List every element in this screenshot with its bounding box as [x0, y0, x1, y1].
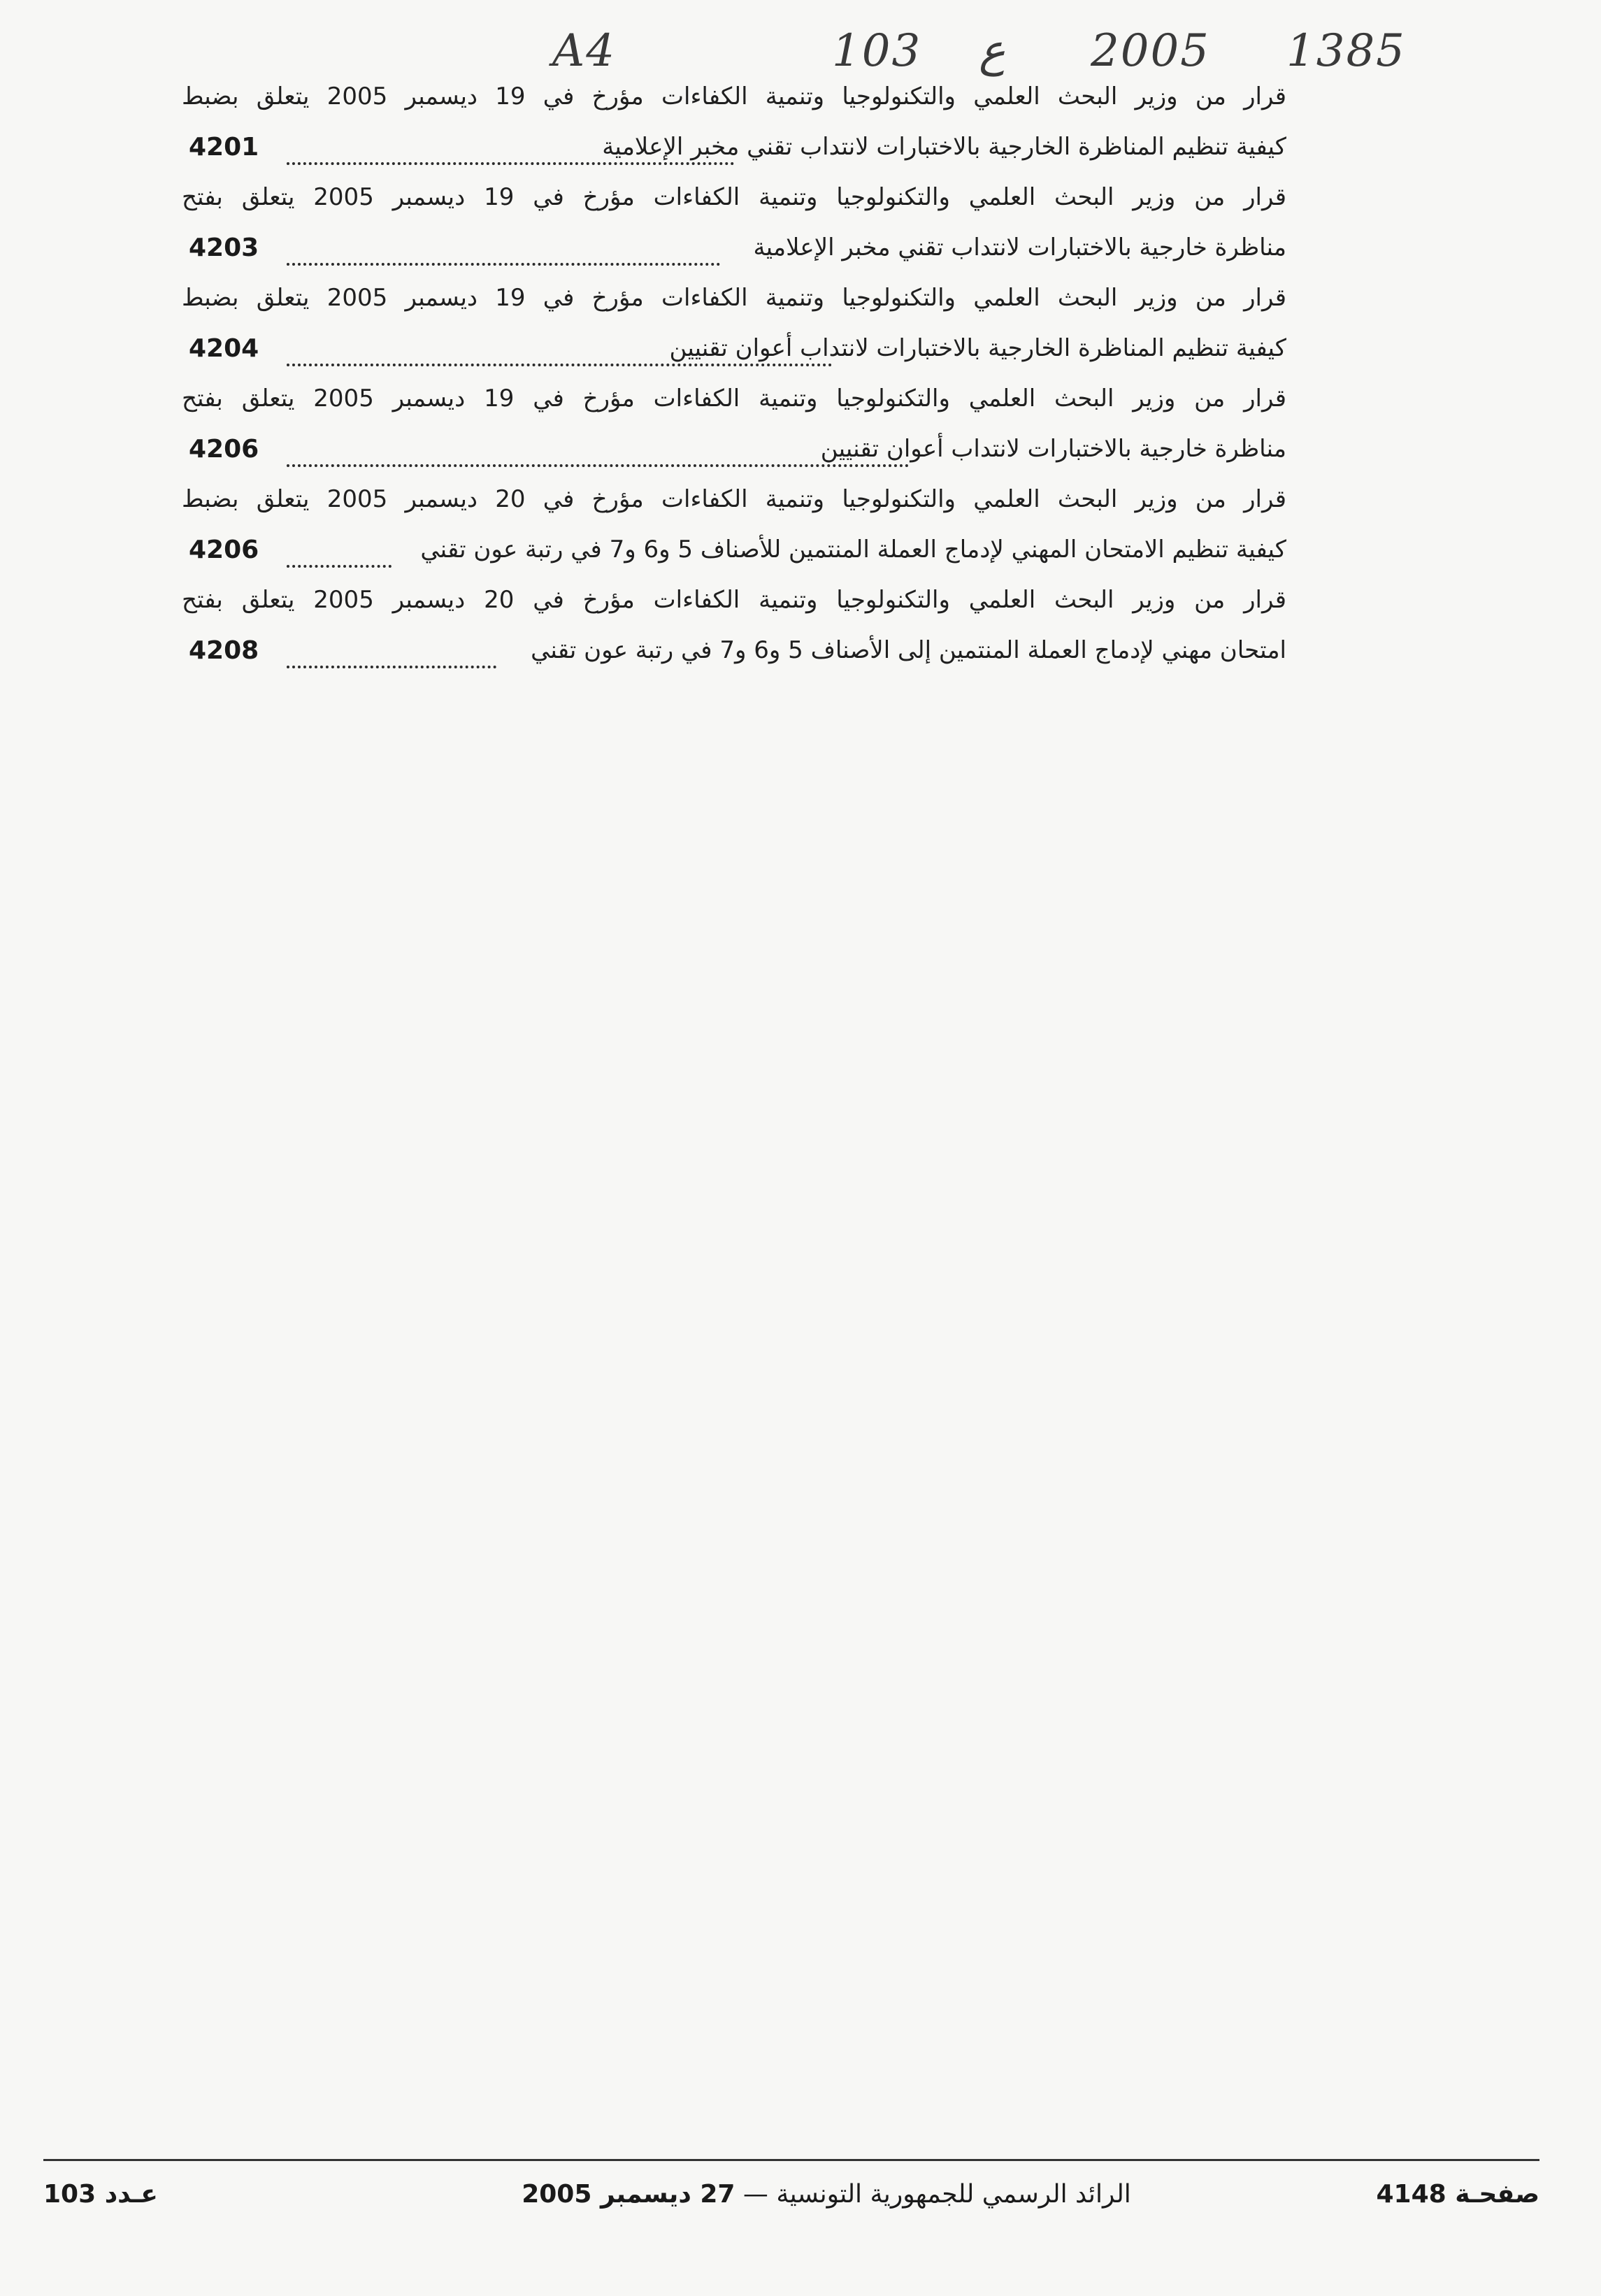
entry-title-line2: كيفية تنظيم المناظرة الخارجية بالاختبارات لانتداب تقني مخبر الإعلامية: [602, 133, 1286, 161]
gazette-date: 27 ديسمبر 2005: [522, 2180, 735, 2209]
entry-title-line2: كيفية تنظيم الامتحان المهني لإدماج العملة المنتمين للأصناف 5 و6 و7 في رتبة عون تقني: [420, 536, 1286, 564]
toc-entry[interactable]: [182, 176, 1286, 277]
handwritten-letter: ع: [979, 25, 1006, 77]
entry-title-line2: مناظرة خارجية بالاختبارات لانتداب تقني مخبر الإعلامية: [753, 234, 1286, 261]
entry-title-line1: قرار من وزير البحث العلمي والتكنولوجيا وتنمية الكفاءات مؤرخ في 19 ديسمبر 2005 يتعلق بفتح: [182, 385, 1286, 412]
toc-entry[interactable]: [182, 76, 1286, 176]
toc-entry[interactable]: [182, 277, 1286, 378]
dot-leader: [287, 334, 832, 366]
toc-entry[interactable]: [182, 478, 1286, 579]
table-of-contents: [182, 76, 1286, 680]
handwritten-format: A4: [552, 25, 616, 77]
entry-title-line1: قرار من وزير البحث العلمي والتكنولوجيا وتنمية الكفاءات مؤرخ في 20 ديسمبر 2005 يتعلق بفتح: [182, 586, 1286, 614]
entry-page-number: 4208: [189, 636, 259, 665]
handwritten-number: 1385: [1286, 25, 1406, 77]
toc-entry[interactable]: [182, 579, 1286, 680]
handwritten-issue: 103: [832, 25, 922, 77]
handwritten-year: 2005: [1091, 25, 1210, 77]
entry-title-line1: قرار من وزير البحث العلمي والتكنولوجيا وتنمية الكفاءات مؤرخ في 19 ديسمبر 2005 يتعلق بضبط: [182, 284, 1286, 312]
entry-page-number: 4204: [189, 334, 259, 363]
entry-page-number: 4206: [189, 435, 259, 464]
dot-leader: [287, 536, 392, 568]
footer-divider: [43, 2159, 1539, 2161]
entry-title-line1: قرار من وزير البحث العلمي والتكنولوجيا وتنمية الكفاءات مؤرخ في 20 ديسمبر 2005 يتعلق بضبط: [182, 485, 1286, 513]
entry-title-line1: قرار من وزير البحث العلمي والتكنولوجيا وتنمية الكفاءات مؤرخ في 19 ديسمبر 2005 يتعلق بفتح: [182, 183, 1286, 211]
entry-title-line2: امتحان مهني لإدماج العملة المنتمين إلى الأصناف 5 و6 و7 في رتبة عون تقني: [531, 636, 1286, 664]
entry-title-line2: مناظرة خارجية بالاختبارات لانتداب أعوان تقنيين: [820, 435, 1286, 463]
page-number: صفحـة 4148: [1376, 2180, 1539, 2209]
issue-number: عـدد 103: [43, 2180, 158, 2209]
dot-leader: [287, 435, 909, 467]
entry-page-number: 4203: [189, 234, 259, 262]
toc-entry[interactable]: [182, 378, 1286, 478]
gazette-title: [477, 2180, 1176, 2209]
entry-page-number: 4206: [189, 536, 259, 564]
gazette-name: الرائد الرسمي للجمهورية التونسية —: [735, 2180, 1131, 2209]
dot-leader: [287, 234, 720, 266]
entry-title-line1: قرار من وزير البحث العلمي والتكنولوجيا وتنمية الكفاءات مؤرخ في 19 ديسمبر 2005 يتعلق بضبط: [182, 82, 1286, 110]
entry-page-number: 4201: [189, 133, 259, 162]
page-footer: [43, 2180, 1539, 2222]
dot-leader: [287, 133, 734, 165]
entry-title-line2: كيفية تنظيم المناظرة الخارجية بالاختبارات لانتداب أعوان تقنيين: [669, 334, 1286, 362]
dot-leader: [287, 636, 496, 668]
